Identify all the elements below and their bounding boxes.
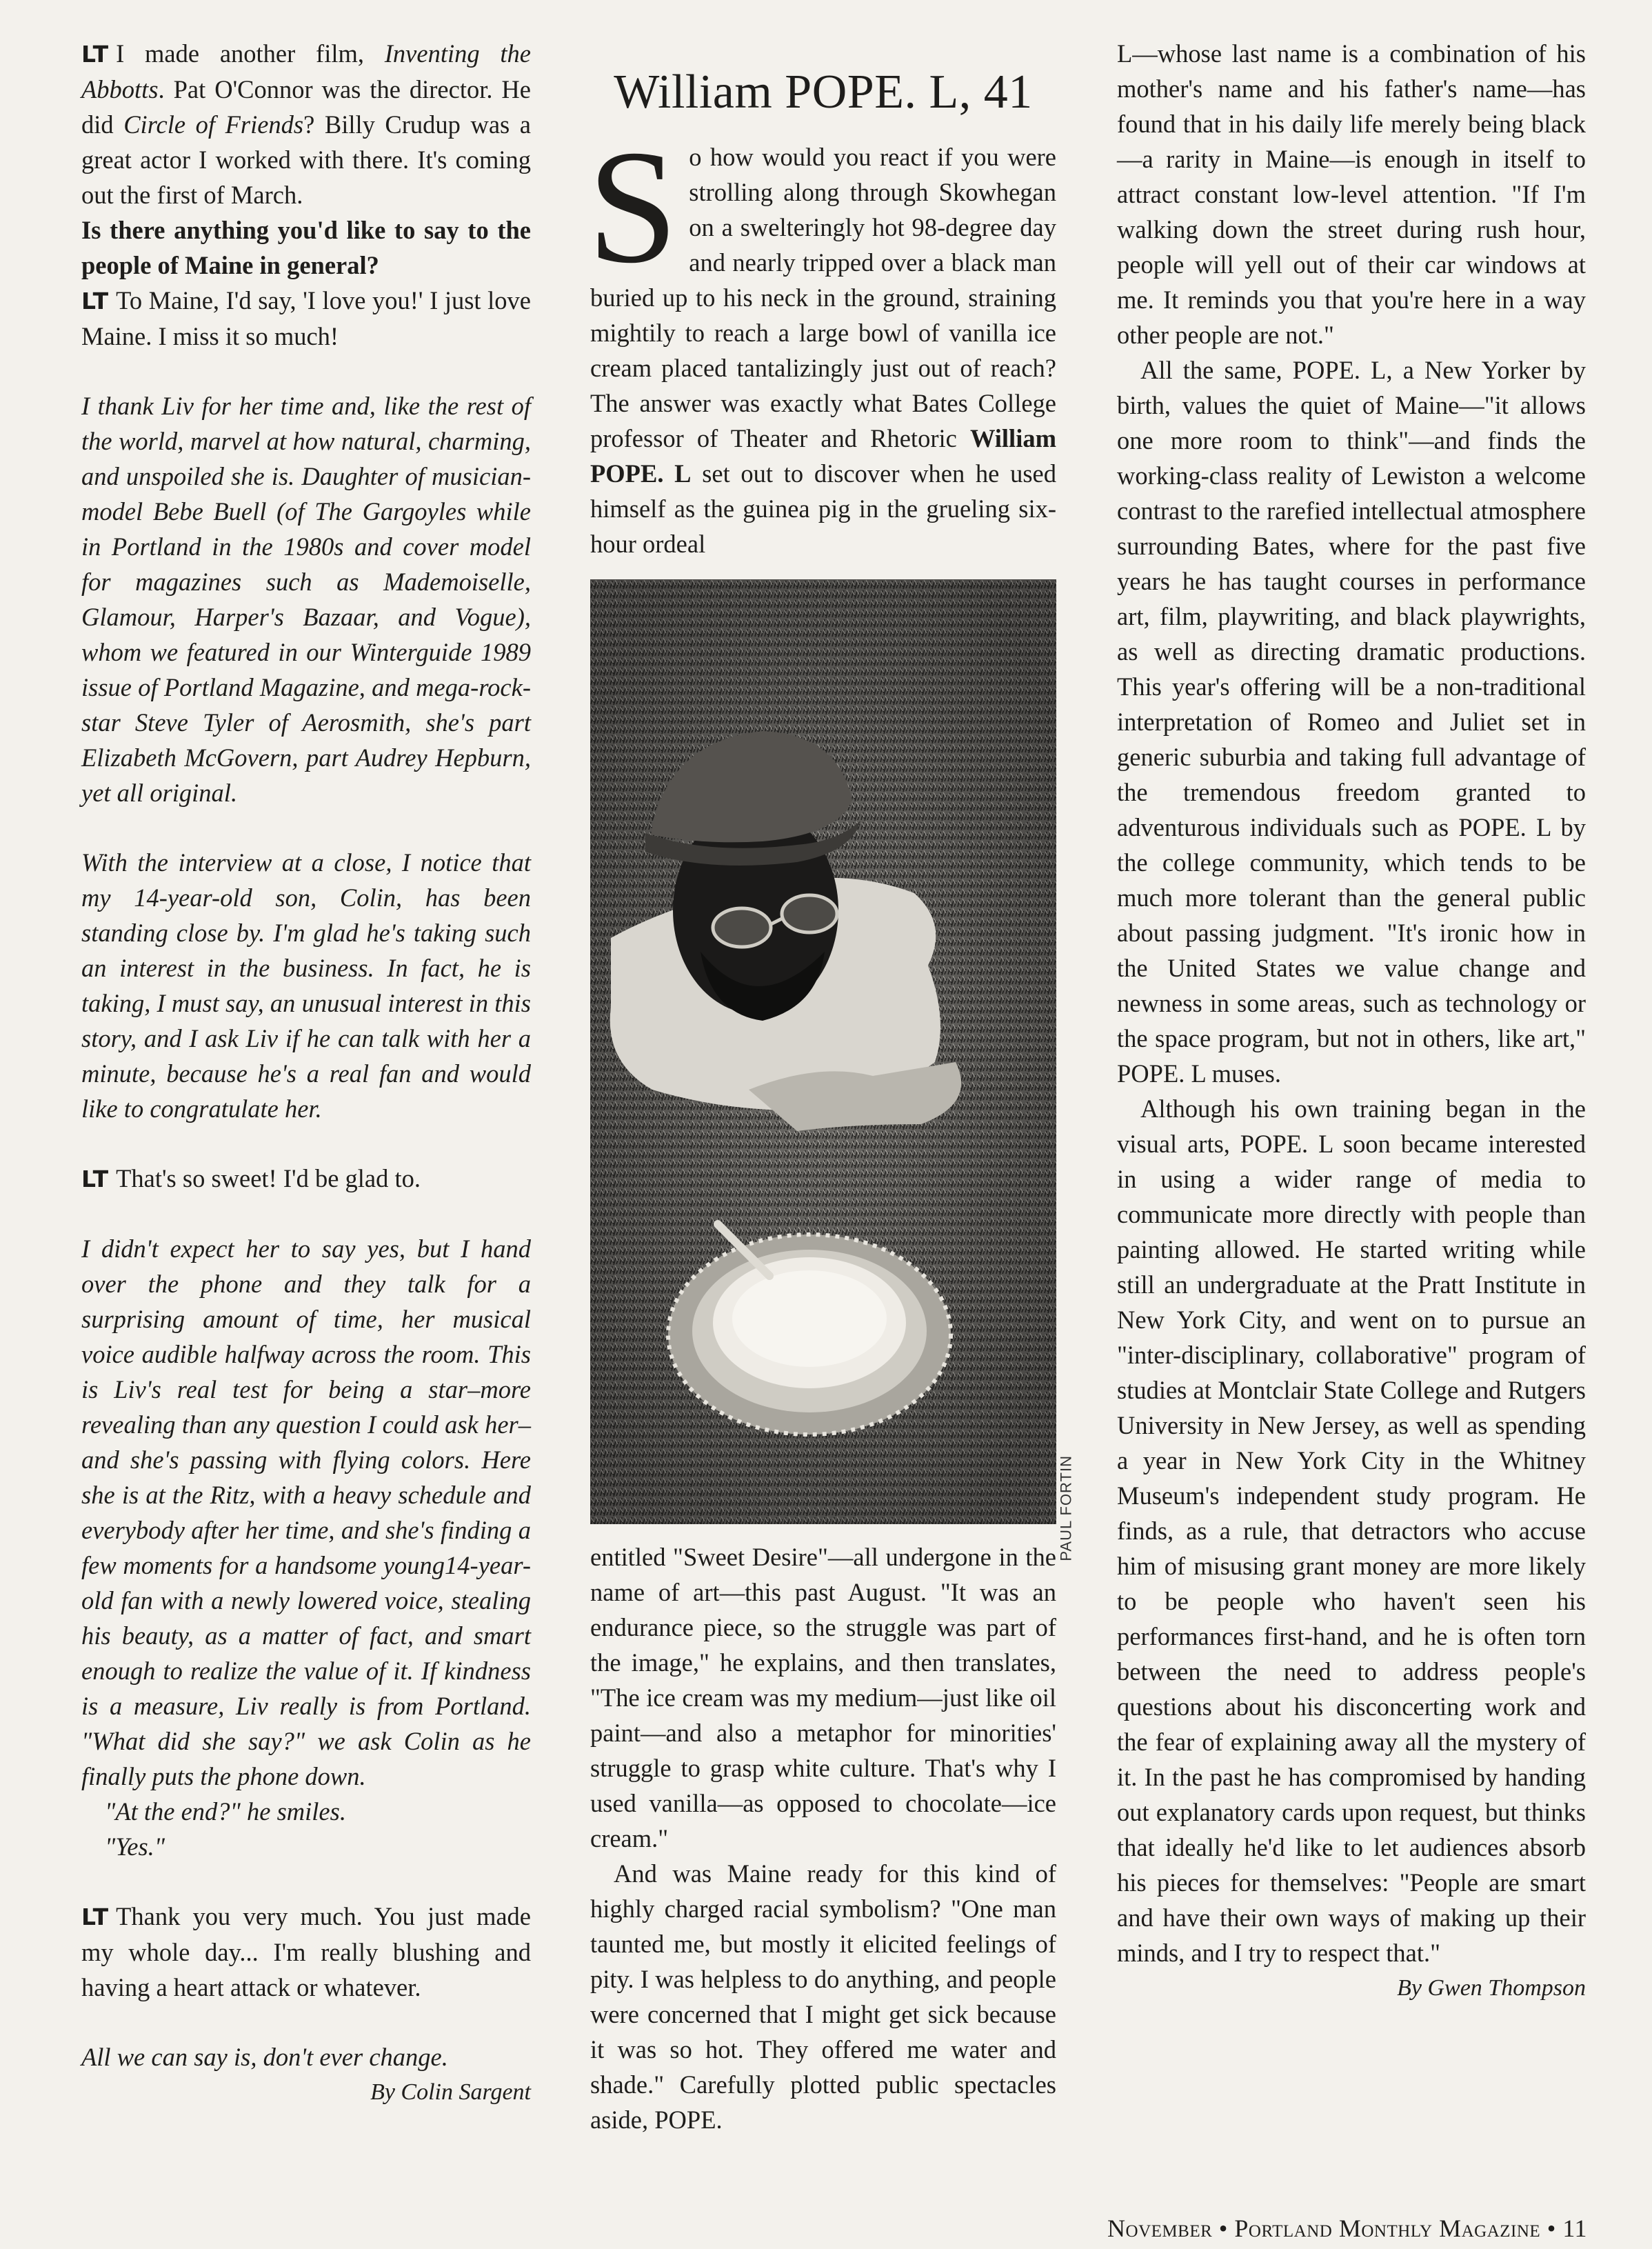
editorial-paragraph: "Yes." bbox=[105, 1832, 165, 1861]
page-footer bbox=[1107, 2214, 1587, 2243]
body-paragraph: Although his own training began in the visual arts, POPE. L soon became interested in using a wider range of media to communicate more directly with people than painting allowed. He started writing while still an undergraduate at the Pratt Institute in New York City, and went on to pursue an "inter-disciplinary, collaborative" program of studies at Montclair State College and Rutgers University in New Jersey, as well as spending a year in New York City in the Whitney Museum's independent study program. He finds, as a rule, that detractors who accuse him of misusing grant money are more likely to be people who haven't seen his performances first-hand, and he is often torn between the need to address people's questions about his disconcerting work and the fear of explaining away all the mystery of it. In the past he has compromised by handing out explanatory cards upon request, but thinks that ideally he'd like to let audiences absorb his pieces for themselves: "People are smart and have their own ways of making up their minds, and I try to respect that." bbox=[1117, 1094, 1586, 1967]
answer-paragraph: LT Thank you very much. You just made my whole day... I'm really blushing and having a heart attack or whatever. bbox=[81, 1902, 531, 2001]
article-headline: William POPE. L, 41 bbox=[614, 66, 1033, 119]
footer-separator: • bbox=[1218, 2215, 1228, 2242]
lead-paragraph: So how would you react if you were strolling along through Skowhegan on a swelteringly hot 98-degree day and nearly tripped over a black man buried up to his neck in the ground, straining mightily to reach a large bowl of vanilla ice cream placed tantalizingly just out of reach? The answer was exactly what Bates College professor of Theater and Rhetoric William POPE. L set out to discover when he used himself as the guinea pig in the grueling six-hour ordeal bbox=[587, 117, 1056, 558]
editorial-paragraph: I thank Liv for her time and, like the rest of the world, marvel at how natural, charming, and unspoiled she is. Daughter of musician-model Bebe Buell (of The Gargoyles while in Portland in the 1980s and cover model for magazines such as Mademoiselle, Glamour, Harper's Bazaar, and Vogue), whom we featured in our Winterguide 1989 issue of Portland Magazine, and mega-rock-star Steve Tyler of Aerosmith, she's part Elizabeth McGovern, part Audrey Hepburn, yet all original. bbox=[81, 392, 531, 807]
footer-separator: • bbox=[1547, 2215, 1556, 2242]
photo-credit: PAUL FORTIN bbox=[1058, 1455, 1075, 1561]
editorial-paragraph: "At the end?" he smiles. bbox=[105, 1797, 346, 1826]
photo-buried-man-ice-cream bbox=[590, 579, 1056, 1524]
speaker-tag: LT bbox=[81, 41, 110, 68]
column-left bbox=[81, 36, 531, 2110]
speaker-tag: LT bbox=[81, 1166, 110, 1192]
speaker-tag: LT bbox=[81, 288, 110, 314]
article-photo bbox=[590, 579, 1075, 1561]
editorial-paragraph: I didn't expect her to say yes, but I hand over the phone and they talk for a surprising amount of time, her musical voice audible halfway across the room. This is Liv's real test for being a star–more revealing than any question I could ask her–and she's passing with flying colors. Here she is at the Ritz, with a heavy schedule and everybody after her time, and she's finding a few moments for a handsome young14-year-old fan with a newly lowered voice, stealing his beauty, as a matter of fact, and smart enough to realize the value of it. If kindness is a measure, Liv really is from Portland. "What did she say?" we ask Colin as he finally puts the phone down. bbox=[81, 1235, 531, 1790]
answer-paragraph: LT I made another film, Inventing the Abbotts. Pat O'Connor was the director. He did Circle of Friends? Billy Crudup was a great actor I worked with there. It's coming out the first of March. bbox=[81, 39, 531, 209]
footer-magazine: Portland Monthly Magazine bbox=[1234, 2215, 1541, 2242]
body-paragraph: And was Maine ready for this kind of highly charged racial symbolism? "One man taunted me, but mostly it elicited feelings of pity. I was helpless to do anything, and people were concerned that I might get sick because it was so hot. They offered me water and shade." Carefully plotted public spectacles aside, POPE. bbox=[590, 1859, 1056, 2134]
body-paragraph: entitled "Sweet Desire"—all undergone in the name of art—this past August. "It was an endurance piece, so the struggle was part of the image," he explains, and then translates, "The ice cream was my medium—just like oil paint—and also a metaphor for minorities' struggle to grasp white culture. That's why I used vanilla—as opposed to chocolate—ice cream." bbox=[590, 1543, 1056, 1852]
answer-paragraph: LT That's so sweet! I'd be glad to. bbox=[81, 1164, 421, 1192]
column-right bbox=[1117, 36, 1586, 2006]
byline: By Gwen Thompson bbox=[1397, 1975, 1586, 2001]
interview-question: Is there anything you'd like to say to the people of Maine in general? bbox=[81, 216, 531, 279]
body-paragraph: L—whose last name is a combination of his mother's name and his father's name—has found that in his daily life merely being black—a rarity in Maine—is enough in itself to attract constant low-level attention. "If I'm walking down the street during rush hour, people will yell out of their car windows at me. It reminds you that you're here in a way other people are not." bbox=[1117, 39, 1586, 349]
page-number: 11 bbox=[1562, 2215, 1587, 2242]
editorial-paragraph: With the interview at a close, I notice that my 14-year-old son, Colin, has been standing close by. I'm glad he's taking such an interest in the business. In fact, he is taking, I must say, an unusual interest in this story, and I ask Liv if he can talk with her a minute, because he's a real fan and would like to congratulate her. bbox=[81, 848, 531, 1123]
speaker-tag: LT bbox=[81, 1903, 110, 1930]
footer-month: November bbox=[1107, 2215, 1213, 2242]
closing-line: All we can say is, don't ever change. bbox=[81, 2043, 448, 2071]
byline: By Colin Sargent bbox=[370, 2079, 531, 2105]
column-middle bbox=[587, 36, 1075, 2137]
body-paragraph: All the same, POPE. L, a New Yorker by birth, values the quiet of Maine—"it allows one more room to think"—and finds the working-class reality of Lewiston a welcome contrast to the rarefied intellectual atmosphere surrounding Bates, where for the past five years he has taught courses in performance art, film, playwriting, and black playwrights, as well as directing dramatic productions. This year's offering will be a non-traditional interpretation of Romeo and Juliet set in generic suburbia and taking full advantage of the tremendous freedom granted to adventurous individuals such as POPE. L by the college community, which tends to be much more tolerant than the general public about passing judgment. "It's ironic how in the United States we value change and newness in some areas, such as technology or the space program, but not in others, like art," POPE. L muses. bbox=[1117, 356, 1586, 1088]
answer-paragraph: LT To Maine, I'd say, 'I love you!' I just love Maine. I miss it so much! bbox=[81, 286, 531, 350]
drop-cap: S bbox=[587, 117, 678, 297]
